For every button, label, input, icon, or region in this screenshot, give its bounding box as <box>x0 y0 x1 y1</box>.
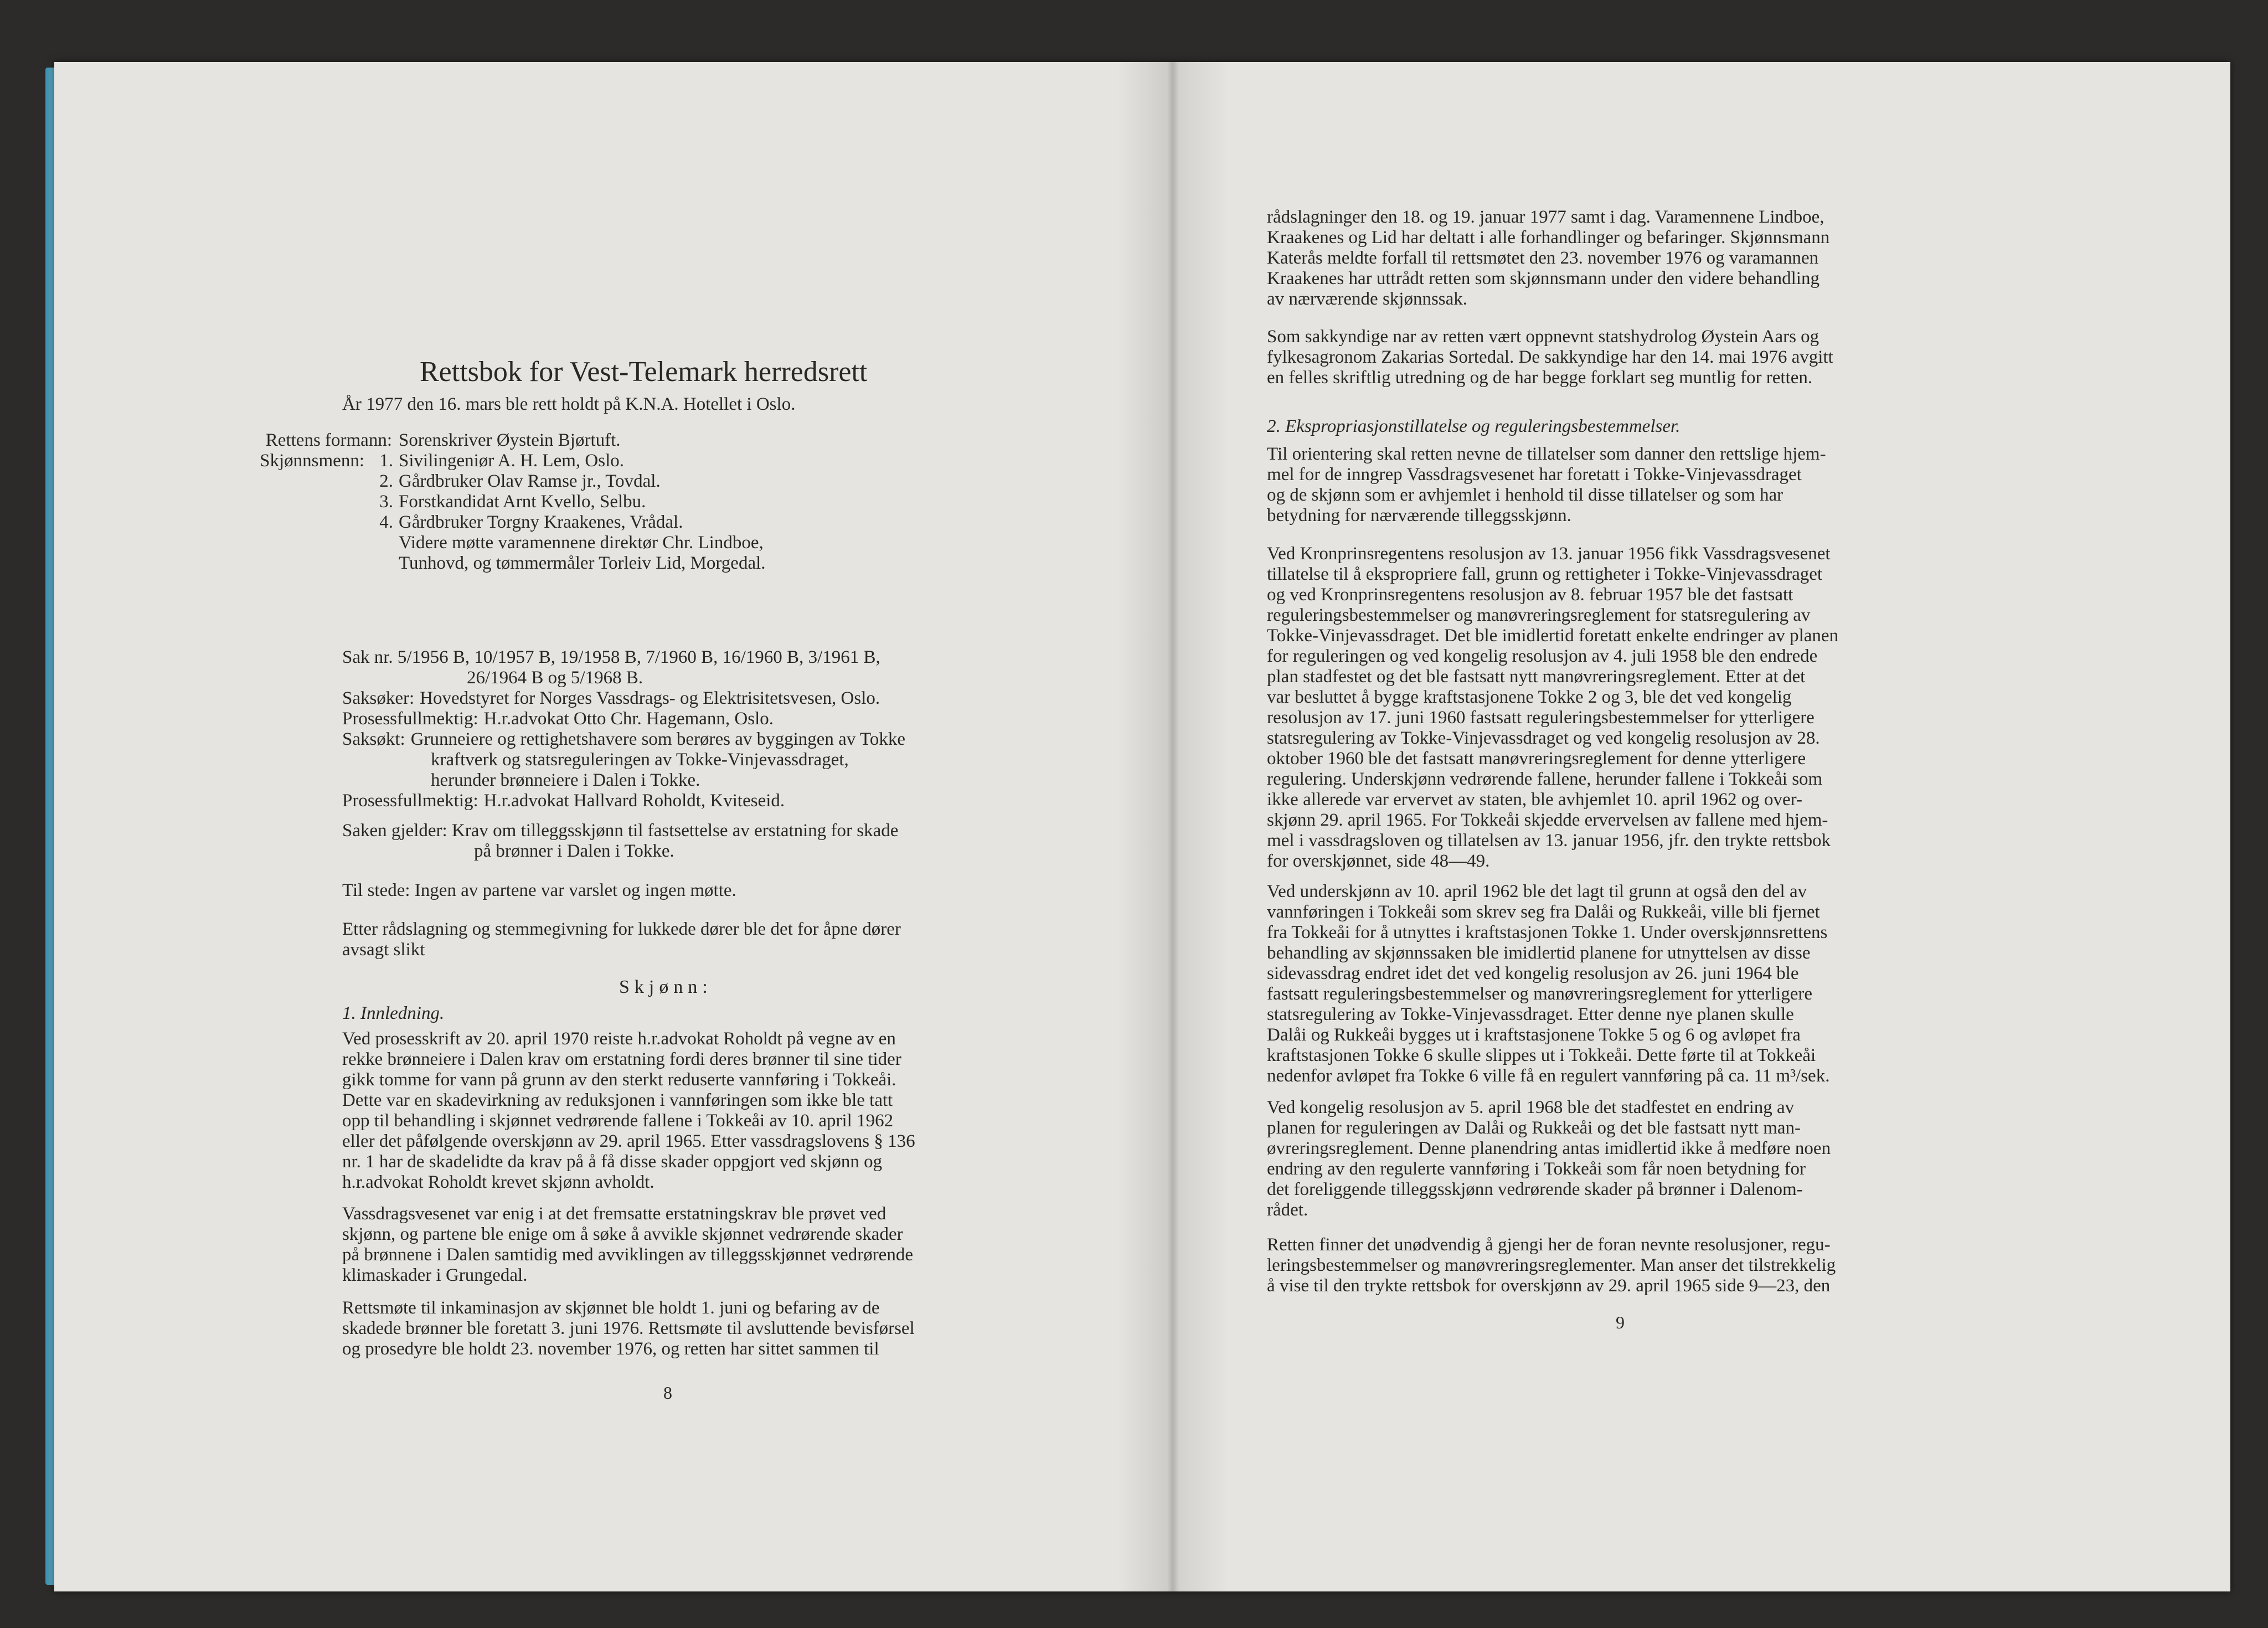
text-line: vannføringen i Tokkeåi som skrev seg fra Dalåi og Rukkeåi, ville bli fjernet <box>1267 902 1820 922</box>
text-line: gikk tomme for vann på grunn av den sterkt reduserte vannføring i Tokkeåi. <box>342 1070 896 1090</box>
left-page <box>54 62 1134 1591</box>
text-line: fylkesagronom Zakarias Sortedal. De sakkyndige har den 14. mai 1976 avgitt <box>1267 347 1833 367</box>
text-line: Katerås meldte forfall til rettsmøtet den 23. november 1976 og varamannen <box>1267 248 1819 268</box>
text-line: skjønn, og partene ble enige om å søke å avvikle skjønnet vedrørende skader <box>342 1224 903 1244</box>
paragraph-2 <box>342 1204 1062 1286</box>
text-line: Dalåi og Rukkeåi bygges ut i kraftstasjonene Tokke 5 og 6 og avløpet fra <box>1267 1025 1801 1045</box>
page-title: Rettsbok for Vest-Telemark herredsrett <box>420 356 868 388</box>
party-value: Grunneiere og rettighetshavere som berøres av byggingen av Tokke <box>410 729 905 749</box>
text-line: endring av den regulerte vannføring i Tokkeåi som får noen betydning for <box>1267 1159 1806 1179</box>
text-line: rådet. <box>1267 1200 1308 1220</box>
text-line: Ved prosesskrift av 20. april 1970 reiste h.r.advokat Roholdt på vegne av en <box>342 1029 896 1049</box>
text-line: Ved kongelig resolusjon av 5. april 1968 ble det stadfestet en endring av <box>1267 1098 1795 1117</box>
text-line: og ved Kronprinsregentens resolusjon av 8. februar 1957 ble det fastsatt <box>1267 585 1793 605</box>
party-row <box>342 709 1062 729</box>
text-line: av nærværende skjønnssak. <box>1267 289 1468 309</box>
text-line: for reguleringen og ved kongelig resolusjon av 4. juli 1958 ble den endrede <box>1267 646 1818 666</box>
text-line: Dette var en skadevirkning av reduksjonen i vannføringen som ikke ble tatt <box>342 1090 893 1110</box>
text-line: regulering. Underskjønn vedrørende fallene, herunder fallene i Tokkeåi som <box>1267 769 1823 789</box>
text-line: mel i vassdragsloven og tillatelsen av 13. januar 1956, jfr. den trykte rettsbok <box>1267 831 1831 851</box>
text-line: opp til behandling i skjønnet vedrørende fallene i Tokkeåi av 10. april 1962 <box>342 1111 894 1131</box>
section-heading: 2. Ekspropriasjonstillatelse og reguleringsbestemmelser. <box>1267 416 1681 436</box>
text-line: og de skjønn som er avhjemlet i henhold til disse tillatelser og som har <box>1267 485 1784 505</box>
court-row-member <box>251 512 1026 533</box>
text-line: Som sakkyndige nar av retten vært oppnevnt statshydrolog Øystein Aars og <box>1267 327 1819 347</box>
member-number: 2. <box>379 471 393 491</box>
court-value: Sorenskriver Øystein Bjørtuft. <box>399 430 621 450</box>
text-line: resolusjon av 17. juni 1960 fastsatt reguleringsbestemmelser for ytterligere <box>1267 708 1815 728</box>
paragraph-7 <box>1267 1235 1987 1296</box>
text-line: h.r.advokat Roholdt krevet skjønn avholdt. <box>342 1172 654 1192</box>
court-row-also <box>251 533 1026 553</box>
book-spread <box>54 62 2230 1591</box>
party-row <box>342 729 1062 750</box>
paragraph-2 <box>1267 327 1987 388</box>
case-number: Sak nr. 5/1956 B, 10/1957 B, 19/1958 B, 7/1960 B, 16/1960 B, 3/1961 B, <box>342 647 880 667</box>
paragraph-3 <box>1267 444 1987 526</box>
text-line: reguleringsbestemmelser og manøvreringsreglement for statsregulering av <box>1267 605 1811 625</box>
text-line: mel for de inngrep Vassdragsvesenet har foretatt i Tokke-Vinjevassdraget <box>1267 465 1802 485</box>
subject-label: Saken gjelder: <box>342 821 447 841</box>
text-line: klimaskader i Grungedal. <box>342 1265 528 1285</box>
member-name: Forstkandidat Arnt Kvello, Selbu. <box>399 492 646 512</box>
member-name: Gårdbruker Olav Ramse jr., Tovdal. <box>399 471 661 491</box>
member-name: Sivilingeniør A. H. Lem, Oslo. <box>399 451 624 471</box>
party-value: H.r.advokat Hallvard Roholdt, Kviteseid. <box>483 791 785 811</box>
text-line: ikke allerede var ervervet av staten, ble avhjemlet 10. april 1962 og over- <box>1267 790 1802 810</box>
text-line: en felles skriftlig utredning og de har begge forklart seg muntlig for retten. <box>1267 368 1813 388</box>
member-number: 3. <box>379 492 393 512</box>
court-row-member <box>251 451 1026 471</box>
text-line: behandling av skjønnssaken ble imidlertid planene for utnyttelsen av disse <box>1267 943 1811 963</box>
subject-line <box>342 821 1062 841</box>
text-line: eller det påfølgende overskjønn av 29. april 1965. Etter vassdragslovens § 136 <box>342 1131 915 1151</box>
text-line: statsregulering av Tokke-Vinjevassdraget. Etter denne nye planen skulle <box>1267 1004 1794 1024</box>
text-line: Tokke-Vinjevassdraget. Det ble imidlertid foretatt enkelte endringer av planen <box>1267 626 1839 646</box>
page-number: 8 <box>663 1383 672 1403</box>
court-label-spacer <box>251 533 399 553</box>
text-line: Retten finner det unødvendig å gjengi her de foran nevnte resolusjoner, regu- <box>1267 1235 1831 1255</box>
text-line: plan stadfestet og det ble fastsatt nytt manøvreringsreglement. Etter at det <box>1267 667 1806 687</box>
party-label: Prosessfullmektig: <box>342 709 478 729</box>
paragraph-5 <box>1267 882 1987 1086</box>
text-line: Kraakenes og Lid har deltatt i alle forhandlinger og befaringer. Skjønnsmann <box>1267 228 1830 248</box>
text-line: for overskjønnet, side 48—49. <box>1267 851 1490 871</box>
section-heading: 1. Innledning. <box>342 1003 445 1023</box>
court-label-spacer <box>251 553 399 574</box>
court-label-spacer <box>251 512 371 533</box>
party-value: Hovedstyret for Norges Vassdrags- og Elektrisitetsvesen, Oslo. <box>420 688 880 708</box>
text-line: nr. 1 har de skadelidte da krav på å få disse skader oppgjort ved skjønn og <box>342 1152 883 1172</box>
attendance-line: Til stede: Ingen av partene var varslet og ingen møtte. <box>342 880 736 900</box>
party-row <box>342 688 1062 709</box>
court-row-member <box>251 471 1026 492</box>
party-label: Saksøkt: <box>342 729 405 749</box>
party-label: Saksøker: <box>342 688 415 708</box>
member-name: Gårdbruker Torgny Kraakenes, Vrådal. <box>399 512 683 532</box>
text-line: avsagt slikt <box>342 940 425 960</box>
court-value: Tunhovd, og tømmermåler Torleiv Lid, Morgedal. <box>399 553 766 573</box>
paragraph-4 <box>1267 544 1987 872</box>
court-label: Skjønnsmenn: <box>260 451 364 471</box>
page-number: 9 <box>1616 1312 1625 1332</box>
text-line: tillatelse til å ekspropriere fall, grunn og rettigheter i Tokke-Vinjevassdraget <box>1267 564 1823 584</box>
paragraph-1 <box>1267 207 1987 310</box>
text-line: Ved underskjønn av 10. april 1962 ble det lagt til grunn at også den del av <box>1267 882 1807 901</box>
text-line: Til orientering skal retten nevne de tillatelser som danner den rettslige hjem- <box>1267 444 1826 464</box>
paragraph-6 <box>1267 1098 1987 1220</box>
text-line: kraftstasjonen Tokke 6 skulle slippes ut i Tokkeåi. Dette førte til at Tokkeåi <box>1267 1045 1816 1065</box>
party-row <box>342 791 1062 811</box>
text-line: oktober 1960 ble det fastsatt manøvreringsreglement for denne ytterligere <box>1267 749 1806 769</box>
text-line: leringsbestemmelser og manøvreringsreglementer. Man anser det tilstrekkelig <box>1267 1255 1836 1275</box>
text-line: fastsatt reguleringsbestemmelser og manøvreringsreglement for ytterligere <box>1267 984 1813 1004</box>
case-details <box>342 647 1062 811</box>
text-line: sidevassdrag endret idet det ved kongelig resolusjon av 26. juni 1964 ble <box>1267 964 1799 983</box>
member-number: 1. <box>379 451 393 471</box>
text-line: rekke brønneiere i Dalen krav om erstatning fordi deres brønner til sine tider <box>342 1049 901 1069</box>
text-line: planen for reguleringen av Dalåi og Rukkeåi og det ble fastsatt nytt man- <box>1267 1118 1801 1138</box>
paragraph-1 <box>342 1029 1062 1193</box>
text-line: Ved Kronprinsregentens resolusjon av 13. januar 1956 fikk Vassdragsvesenet <box>1267 544 1831 564</box>
party-value-cont: herunder brønneiere i Dalen i Tokke. <box>431 770 700 790</box>
party-value-cont: kraftverk og statsreguleringen av Tokke-Vinjevassdraget, <box>431 750 849 770</box>
text-line: det foreliggende tilleggsskjønn vedrørende skader på brønner i Dalenom- <box>1267 1179 1803 1199</box>
subject-line-cont: på brønner i Dalen i Tokke. <box>474 841 674 861</box>
text-line: var besluttet å bygge kraftstasjonene Tokke 2 og 3, ble det ved kongelig <box>1267 687 1792 707</box>
text-line: og prosedyre ble holdt 23. november 1976, og retten har sittet sammen til <box>342 1339 879 1359</box>
party-label: Prosessfullmektig: <box>342 791 478 811</box>
court-label: Rettens formann: <box>265 430 392 450</box>
right-page <box>1151 62 2230 1591</box>
case-number-cont: 26/1964 B og 5/1968 B. <box>467 668 643 688</box>
text-line: skjønn 29. april 1965. For Tokkeåi skjedde ervervelsen av fallene med hjem- <box>1267 810 1828 830</box>
intro-line: År 1977 den 16. mars ble rett holdt på K.N.A. Hotellet i Oslo. <box>342 394 796 414</box>
text-line: på brønnene i Dalen samtidig med avviklingen av tilleggsskjønnet vedrørende <box>342 1245 913 1265</box>
text-line: statsregulering av Tokke-Vinjevassdraget og ved kongelig resolusjon av 28. <box>1267 728 1820 748</box>
court-label-spacer <box>251 471 371 492</box>
text-line: Kraakenes har uttrådt retten som skjønnsmann under den videre behandling <box>1267 269 1819 288</box>
court-value: Videre møtte varamennene direktør Chr. Lindboe, <box>399 533 764 553</box>
text-line: betydning for nærværende tilleggsskjønn. <box>1267 506 1571 526</box>
court-row-formann <box>251 430 1026 451</box>
text-line: å vise til den trykte rettsbok for overskjønn av 29. april 1965 side 9—23, den <box>1267 1276 1831 1296</box>
text-line: fra Tokkeåi for å utnyttes i kraftstasjonen Tokke 1. Under overskjønnsrettens <box>1267 923 1828 942</box>
text-line: Rettsmøte til inkaminasjon av skjønnet ble holdt 1. juni og befaring av de <box>342 1298 880 1318</box>
deliberation-paragraph <box>342 919 1062 960</box>
court-label-spacer <box>251 492 371 512</box>
court-row-member <box>251 492 1026 512</box>
member-number: 4. <box>379 512 393 532</box>
court-roster <box>251 430 1026 574</box>
court-row-also <box>251 553 1026 574</box>
party-value: H.r.advokat Otto Chr. Hagemann, Oslo. <box>483 709 774 729</box>
text-line: Etter rådslagning og stemmegivning for lukkede dører ble det for åpne dører <box>342 919 901 939</box>
case-subject <box>342 821 1062 862</box>
subject-text: Krav om tilleggsskjønn til fastsettelse av erstatning for skade <box>451 821 899 841</box>
text-line: Vassdragsvesenet var enig i at det fremsatte erstatningskrav ble prøvet ved <box>342 1204 886 1224</box>
text-line: rådslagninger den 18. og 19. januar 1977 samt i dag. Varamennene Lindboe, <box>1267 207 1824 227</box>
text-line: nedenfor avløpet fra Tokke 6 ville få en regulert vannføring på ca. 11 m³/sek. <box>1267 1066 1830 1086</box>
skjonn-heading: Skjønn: <box>619 977 713 997</box>
text-line: øvreringsreglement. Denne planendring antas imidlertid ikke å medføre noen <box>1267 1138 1831 1158</box>
paragraph-3 <box>342 1298 1062 1359</box>
text-line: skadede brønner ble foretatt 3. juni 1976. Rettsmøte til avsluttende bevisførsel <box>342 1318 915 1338</box>
